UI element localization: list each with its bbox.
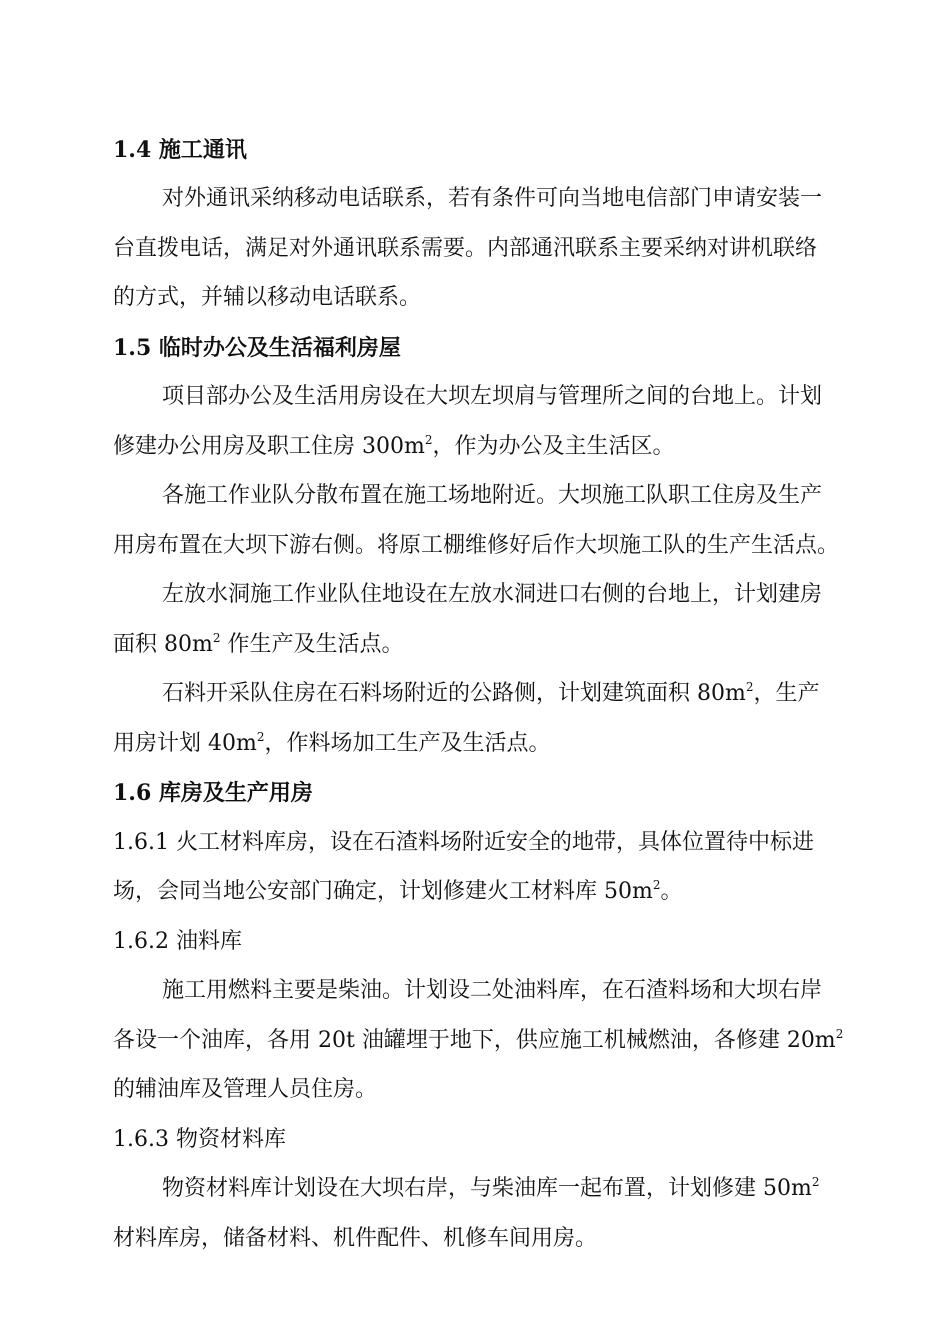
text-line: 用房计划 $40m^2$，作料场加工生产及生活点。	[113, 730, 551, 756]
text-line: 的方式，并辅以移动电话联系。	[113, 285, 422, 310]
text-line: 各施工作业队分散布置在施工场地附近。大坝施工队职工住房及生产	[162, 483, 823, 508]
text-line: 对外通讯采纳移动电话联系，若有条件可向当地电信部门申请安装一	[162, 186, 823, 211]
section-heading: 1.4 施工通讯	[113, 137, 247, 163]
text-line: 施工用燃料主要是柴油。计划设二处油料库，在石渣料场和大坝右岸	[162, 978, 823, 1003]
text-line: 物资材料库计划设在大坝右岸，与柴油库一起布置，计划修建 $50m^2$	[162, 1175, 820, 1201]
subsection-title: 1.6.3 物资材料库	[113, 1127, 286, 1152]
text-line: 1.6.1 火工材料库房，设在石渣料场附近安全的地带，具体位置待中标进	[113, 830, 814, 855]
text-line: 台直拨电话，满足对外通讯联系需要。内部通汛联系主要采纳对讲机联络	[113, 236, 818, 261]
section-heading: 1.6 库房及生产用房	[113, 780, 313, 806]
text-line: 面积 $80m^2$ 作生产及生活点。	[113, 631, 404, 657]
text-line: 左放水洞施工作业队住地设在左放水洞进口右侧的台地上，计划建房	[162, 582, 823, 607]
text-line: 项目部办公及生活用房设在大坝左坝肩与管理所之间的台地上。计划	[162, 384, 823, 409]
text-line: 的辅油库及管理人员住房。	[113, 1077, 378, 1102]
text-line: 用房布置在大坝下游右侧。将原工棚维修好后作大坝施工队的生产生活点。	[113, 533, 840, 558]
text-line: 材料库房，储备材料、机件配件、机修车间用房。	[113, 1226, 598, 1251]
text-line: 石料开采队住房在石料场附近的公路侧，计划建筑面积 $80m^2$，生产	[162, 680, 820, 706]
subsection-title: 1.6.2 油料库	[113, 929, 242, 954]
text-line: 各设一个油库，各用 20t 油罐埋于地下，供应施工机械燃油，各修建 $20m^2$	[113, 1027, 844, 1053]
text-line: 场，会同当地公安部门确定，计划修建火工材料库 $50m^2$。	[113, 878, 683, 904]
text-line: 修建办公用房及职工住房 $300m^2$，作为办公及主生活区。	[113, 433, 675, 459]
section-heading: 1.5 临时办公及生活福利房屋	[113, 335, 401, 361]
